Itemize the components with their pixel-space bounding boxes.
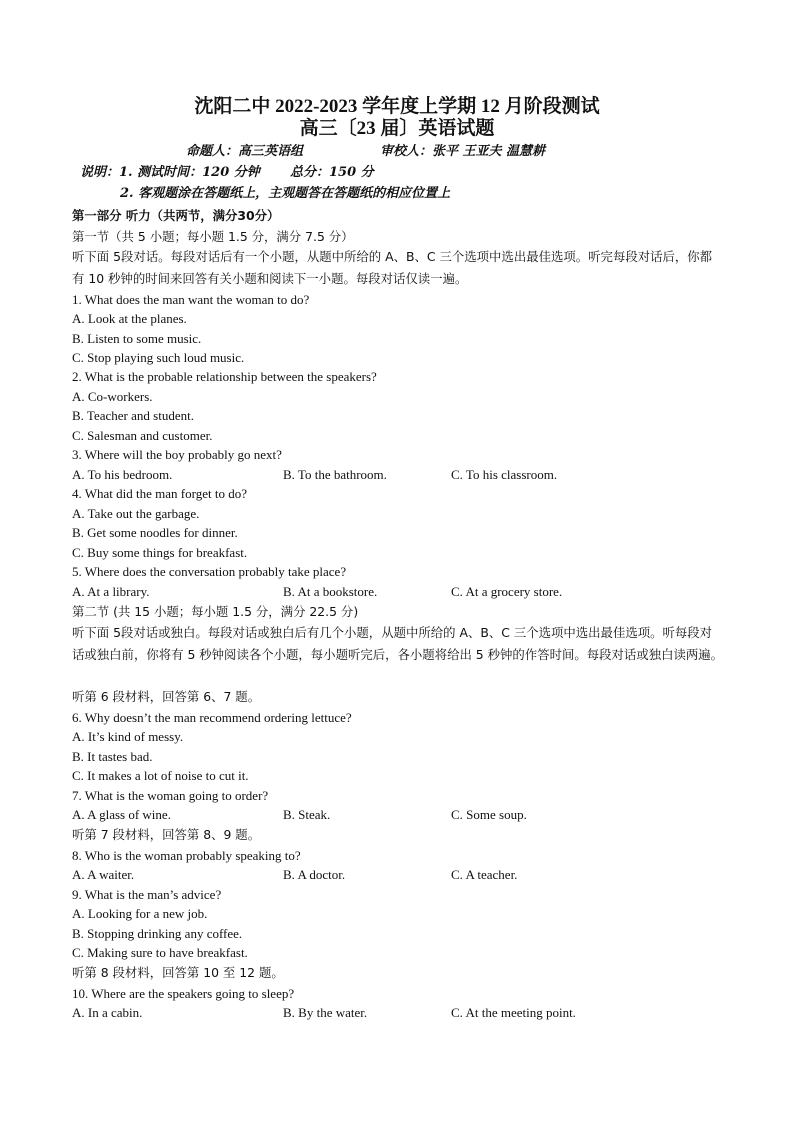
answer-note: 2. 客观题涂在答题纸上，主观题答在答题纸的相应位置上 xyxy=(120,186,451,201)
question-1: 1. What does the man want the woman to do? xyxy=(72,292,310,307)
section2-instructions: 听下面 5段对话或独白。每段对话或独白后有几个小题，从题中所给的 A、B、C 三个选项中选出最佳选项。听每段对话或独白前，你将有 5 秒钟阅读各个小题，每小题听完后，各小题将给出 5 秒钟的作答时间。每段对话或独白读两遍。 xyxy=(72,625,724,662)
question-7: 7. What is the woman going to order? xyxy=(72,788,269,803)
q1-option-b: B. Listen to some music. xyxy=(72,331,202,346)
authors: 命题人：高三英语组 xyxy=(186,144,304,159)
q6-option-b: B. It tastes bad. xyxy=(72,749,153,764)
section1-heading: 第一节（共 5 小题；每小题 1.5 分，满分 7.5 分） xyxy=(72,229,354,244)
total-score: 总分：150 分 xyxy=(290,165,374,180)
q2-option-b: B. Teacher and student. xyxy=(72,408,194,423)
question-10: 10. Where are the speakers going to sleep? xyxy=(72,986,295,1001)
q7-option-b: B. Steak. xyxy=(283,807,331,822)
material-6-note: 听第 6 段材料，回答第 6、7 题。 xyxy=(72,689,261,704)
question-6: 6. Why doesn’t the man recommend ordering lettuce? xyxy=(72,710,352,725)
q8-option-b: B. A doctor. xyxy=(283,867,346,882)
q9-option-c: C. Making sure to have breakfast. xyxy=(72,945,248,960)
q7-option-c: C. Some soup. xyxy=(451,807,527,822)
material-7-note: 听第 7 段材料，回答第 8、9 题。 xyxy=(72,827,261,842)
q10-option-a: A. In a cabin. xyxy=(72,1005,143,1020)
q10-option-c: C. At the meeting point. xyxy=(451,1005,576,1020)
q5-option-c: C. At a grocery store. xyxy=(451,584,563,599)
exam-title: 沈阳二中 2022-2023 学年度上学期 12 月阶段测试 xyxy=(194,96,600,117)
q6-option-c: C. It makes a lot of noise to cut it. xyxy=(72,768,249,783)
q9-option-b: B. Stopping drinking any coffee. xyxy=(72,926,243,941)
q1-option-c: C. Stop playing such loud music. xyxy=(72,350,245,365)
part1-heading: 第一部分 听力（共两节，满分30分） xyxy=(72,208,280,223)
q3-option-b: B. To the bathroom. xyxy=(283,467,387,482)
exam-subtitle: 高三〔23 届〕英语试题 xyxy=(299,118,495,139)
q9-option-a: A. Looking for a new job. xyxy=(72,906,208,921)
q5-option-a: A. At a library. xyxy=(72,584,150,599)
section2-heading: 第二节 (共 15 小题；每小题 1.5 分，满分 22.5 分) xyxy=(72,604,359,619)
q7-option-a: A. A glass of wine. xyxy=(72,807,171,822)
q3-option-c: C. To his classroom. xyxy=(451,467,558,482)
q6-option-a: A. It’s kind of messy. xyxy=(72,729,184,744)
question-8: 8. Who is the woman probably speaking to? xyxy=(72,848,301,863)
q4-option-b: B. Get some noodles for dinner. xyxy=(72,525,238,540)
q4-option-a: A. Take out the garbage. xyxy=(72,506,200,521)
q1-option-a: A. Look at the planes. xyxy=(72,311,187,326)
question-9: 9. What is the man’s advice? xyxy=(72,887,222,902)
question-4: 4. What did the man forget to do? xyxy=(72,486,247,501)
question-5: 5. Where does the conversation probably take place? xyxy=(72,564,347,579)
test-time-note: 说明：1. 测试时间：120 分钟 xyxy=(80,165,260,180)
q5-option-b: B. At a bookstore. xyxy=(283,584,378,599)
q8-option-a: A. A waiter. xyxy=(72,867,135,882)
question-2: 2. What is the probable relationship between the speakers? xyxy=(72,369,377,384)
q8-option-c: C. A teacher. xyxy=(451,867,518,882)
q10-option-b: B. By the water. xyxy=(283,1005,368,1020)
q2-option-c: C. Salesman and customer. xyxy=(72,428,213,443)
q2-option-a: A. Co-workers. xyxy=(72,389,153,404)
q4-option-c: C. Buy some things for breakfast. xyxy=(72,545,248,560)
reviewers: 审校人：张平 王亚夫 温慧耕 xyxy=(380,144,546,159)
material-8-note: 听第 8 段材料，回答第 10 至 12 题。 xyxy=(72,965,284,980)
q3-option-a: A. To his bedroom. xyxy=(72,467,173,482)
section1-instructions: 听下面 5段对话。每段对话后有一个小题，从题中所给的 A、B、C 三个选项中选出最佳选项。听完每段对话后，你都有 10 秒钟的时间来回答有关小题和阅读下一小题。每段对话仅读一遍。 xyxy=(72,249,713,286)
question-3: 3. Where will the boy probably go next? xyxy=(72,447,282,462)
